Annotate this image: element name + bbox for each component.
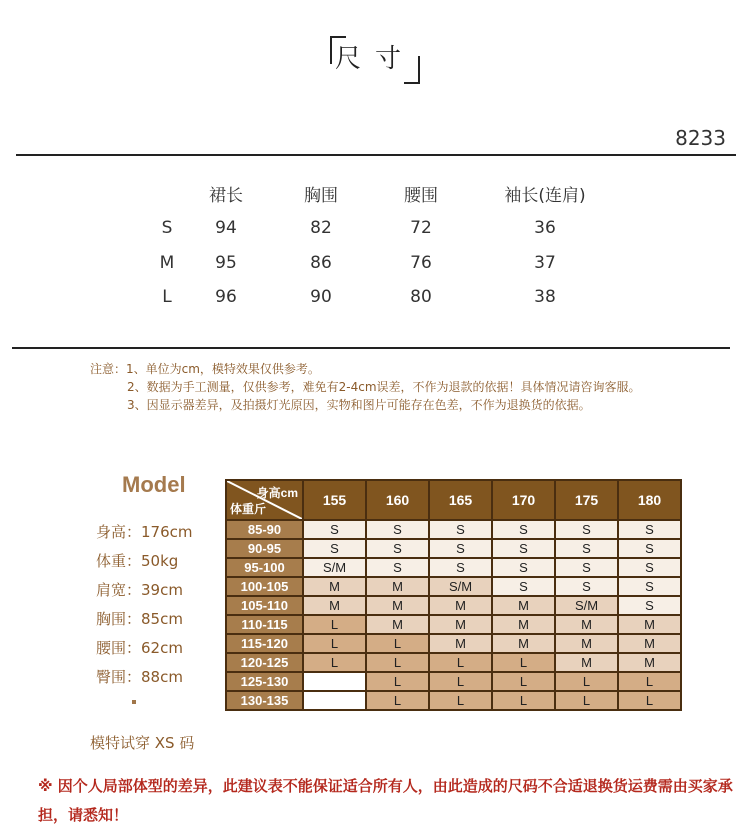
fit-size-cell: M [492, 634, 555, 653]
fit-size-cell: S [555, 558, 618, 577]
fit-size-cell: S [492, 577, 555, 596]
height-header: 180 [618, 480, 681, 520]
fit-size-cell: L [555, 691, 618, 710]
fit-size-cell: M [366, 615, 429, 634]
fit-size-cell: M [303, 577, 366, 596]
weight-range: 100-105 [226, 577, 303, 596]
height-header: 165 [429, 480, 492, 520]
fit-size-cell: L [366, 653, 429, 672]
fit-size-cell: S [429, 520, 492, 539]
fit-size-cell: L [618, 672, 681, 691]
fit-size-cell: M [618, 634, 681, 653]
note-line: 2、数据为手工测量，仅供参考，难免有2-4cm误差，不作为退款的依据！具体情况请咨询客服。 [127, 380, 641, 394]
fit-chart-row [226, 520, 681, 539]
height-header: 170 [492, 480, 555, 520]
fit-size-cell: M [492, 615, 555, 634]
fit-size-cell: S/M [555, 596, 618, 615]
note-line: 3、因显示器差异，及拍摄灯光原因，实物和图片可能存在色差，不作为退换货的依据。 [127, 398, 591, 412]
fit-size-cell: S [429, 558, 492, 577]
size-value: 95 [215, 253, 237, 273]
weight-axis-label: 体重斤 [230, 502, 267, 516]
size-label: M [159, 253, 175, 273]
weight-range: 90-95 [226, 539, 303, 558]
fit-size-cell: L [618, 691, 681, 710]
fit-size-cell: M [429, 596, 492, 615]
fit-size-cell: S [492, 539, 555, 558]
fit-size-cell: L [492, 672, 555, 691]
size-value: 90 [310, 287, 332, 307]
fit-size-cell: S [303, 539, 366, 558]
note-line: 注意：1、单位为cm，模特效果仅供参考。 [90, 362, 320, 376]
fit-size-cell: M [618, 615, 681, 634]
fit-size-cell: S [492, 520, 555, 539]
divider-top [16, 154, 736, 156]
fit-size-cell [303, 672, 366, 691]
height-header: 175 [555, 480, 618, 520]
size-value: 94 [215, 218, 237, 238]
fit-size-cell: S [429, 539, 492, 558]
fit-chart-row [226, 634, 681, 653]
model-height: 身高：176cm [96, 523, 193, 541]
fit-chart-row [226, 653, 681, 672]
weight-range: 110-115 [226, 615, 303, 634]
page-title: 尺寸 [334, 44, 415, 74]
model-weight: 体重：50kg [96, 552, 179, 570]
fit-size-cell: L [366, 672, 429, 691]
weight-range: 95-100 [226, 558, 303, 577]
fit-size-cell: M [366, 577, 429, 596]
fit-chart-row [226, 691, 681, 710]
fit-size-cell: L [366, 691, 429, 710]
size-col-header: 裙长 [209, 186, 243, 206]
size-value: 82 [310, 218, 332, 238]
size-value: 37 [534, 253, 556, 273]
size-value: 80 [410, 287, 432, 307]
weight-range: 105-110 [226, 596, 303, 615]
fit-size-cell: M [555, 653, 618, 672]
model-title: Model [122, 472, 186, 497]
size-col-header: 袖长(连肩) [504, 186, 586, 206]
height-header: 160 [366, 480, 429, 520]
size-value: 76 [410, 253, 432, 273]
fit-size-cell: M [555, 634, 618, 653]
model-tried-size: 模特试穿 XS 码 [90, 734, 195, 752]
size-value: 96 [215, 287, 237, 307]
fit-size-cell: M [492, 596, 555, 615]
fit-size-cell: S [618, 558, 681, 577]
fit-size-cell: M [303, 596, 366, 615]
fit-size-cell: L [429, 691, 492, 710]
size-value: 86 [310, 253, 332, 273]
fit-size-cell: L [366, 634, 429, 653]
fit-size-cell: L [303, 653, 366, 672]
fit-chart-row [226, 577, 681, 596]
fit-size-cell: S [555, 577, 618, 596]
weight-range: 120-125 [226, 653, 303, 672]
size-label: S [161, 218, 173, 238]
fit-size-cell: S [618, 596, 681, 615]
disclaimer: ※ 因个人局部体型的差异，此建议表不能保证适合所有人，由此造成的尺码不合适退换货运费需由买家承担，请悉知！ [38, 777, 733, 824]
fit-chart-row [226, 672, 681, 691]
fit-chart-row [226, 558, 681, 577]
weight-range: 85-90 [226, 520, 303, 539]
size-fit-chart [225, 479, 682, 711]
fit-size-cell: L [303, 634, 366, 653]
fit-size-cell: L [555, 672, 618, 691]
fit-size-cell: L [303, 615, 366, 634]
size-value: 36 [534, 218, 556, 238]
size-col-header: 腰围 [404, 186, 438, 206]
fit-size-cell: M [555, 615, 618, 634]
fit-size-cell: S [555, 520, 618, 539]
height-axis-label: 身高cm [256, 486, 298, 500]
size-value: 72 [410, 218, 432, 238]
fit-size-cell: S [366, 558, 429, 577]
fit-size-cell [303, 691, 366, 710]
fit-chart-header-row [226, 480, 681, 520]
fit-size-cell: S [366, 539, 429, 558]
fit-chart-row [226, 596, 681, 615]
notes [90, 360, 641, 414]
fit-size-cell: S/M [429, 577, 492, 596]
fit-size-cell: S [618, 520, 681, 539]
fit-chart-row [226, 539, 681, 558]
fit-size-cell: L [429, 672, 492, 691]
fit-chart-corner [226, 480, 303, 520]
weight-range: 130-135 [226, 691, 303, 710]
fit-size-cell: L [429, 653, 492, 672]
fit-size-cell: S [303, 520, 366, 539]
weight-range: 115-120 [226, 634, 303, 653]
model-shoulder: 肩宽：39cm [96, 581, 183, 599]
fit-size-cell: S [492, 558, 555, 577]
product-code: 8233 [675, 126, 726, 150]
fit-size-cell: M [366, 596, 429, 615]
model-waist: 腰围：62cm [96, 639, 183, 657]
size-col-header: 胸围 [304, 186, 338, 206]
fit-size-cell: S/M [303, 558, 366, 577]
weight-range: 125-130 [226, 672, 303, 691]
fit-size-cell: M [429, 615, 492, 634]
fit-size-cell: L [492, 653, 555, 672]
size-value: 38 [534, 287, 556, 307]
fit-size-cell: S [618, 577, 681, 596]
fit-chart-row [226, 615, 681, 634]
fit-size-cell: L [492, 691, 555, 710]
bullet-icon [132, 700, 136, 704]
size-label: L [162, 287, 172, 307]
fit-size-cell: S [366, 520, 429, 539]
model-bust: 胸围：85cm [96, 610, 183, 628]
fit-size-cell: M [429, 634, 492, 653]
model-hips: 臀围：88cm [96, 668, 183, 686]
fit-size-cell: M [618, 653, 681, 672]
fit-size-cell: S [618, 539, 681, 558]
divider-middle [12, 347, 730, 349]
height-header: 155 [303, 480, 366, 520]
fit-size-cell: S [555, 539, 618, 558]
